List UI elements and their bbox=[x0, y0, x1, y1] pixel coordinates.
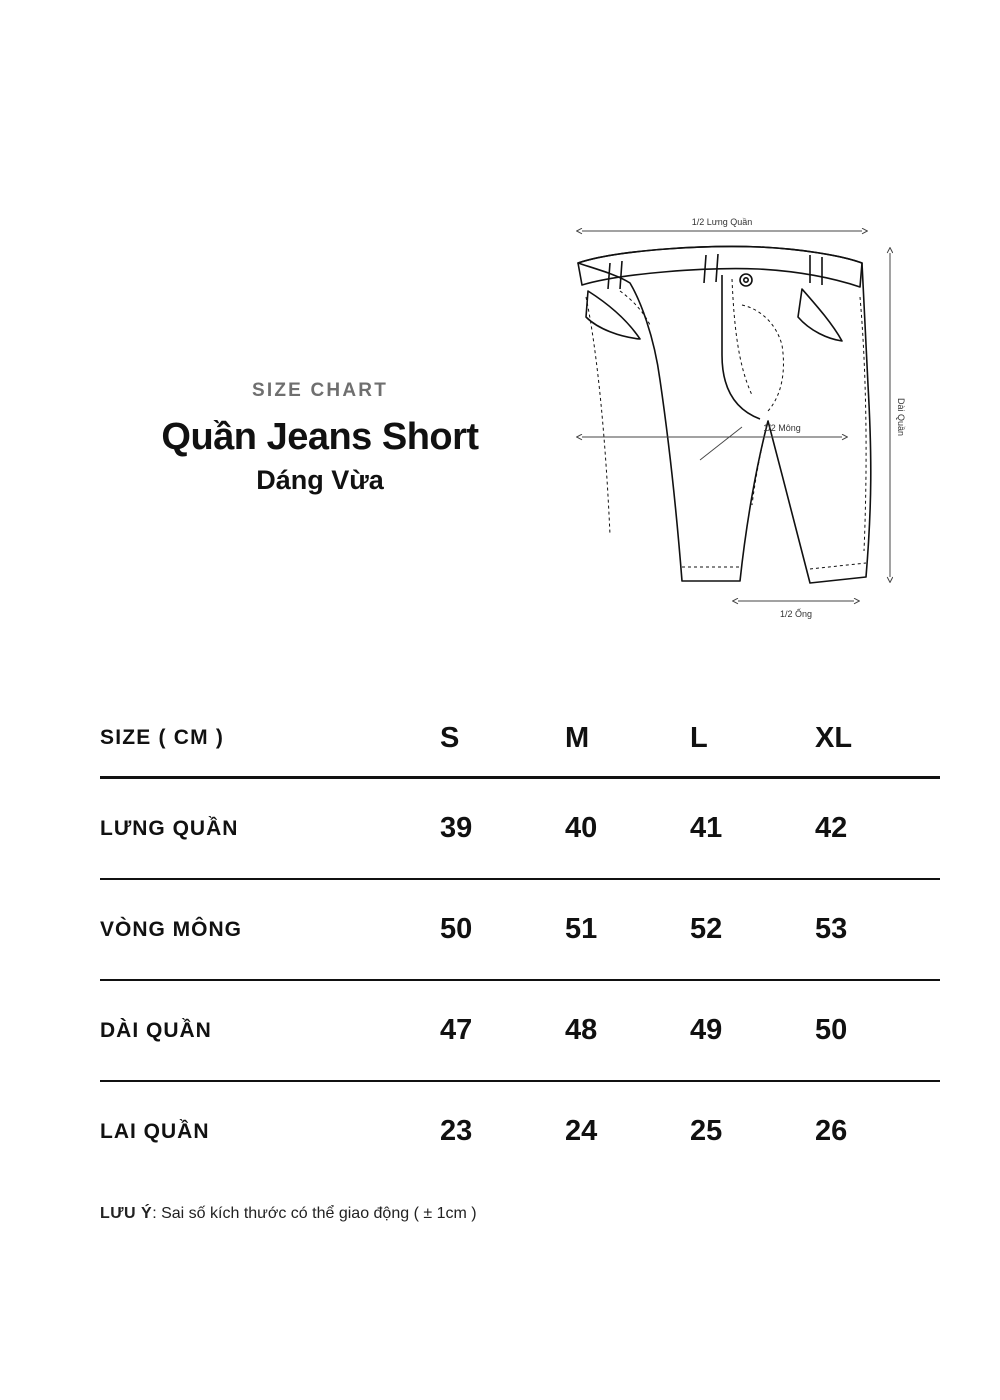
cell-hip-xl: 53 bbox=[815, 879, 940, 980]
cell-hem-xl: 26 bbox=[815, 1115, 848, 1147]
table-corner-label: SIZE ( CM ) bbox=[100, 700, 440, 778]
eyebrow-label: SIZE CHART bbox=[252, 380, 388, 401]
title-block bbox=[120, 380, 520, 496]
cell-length-l: 49 bbox=[690, 980, 815, 1081]
shorts-diagram bbox=[510, 205, 940, 645]
cell-hem-l: 25 bbox=[690, 1115, 723, 1147]
row-label-waist: LƯNG QUẦN bbox=[100, 778, 440, 880]
cell-length-m: 48 bbox=[565, 980, 690, 1081]
row-label-hip: VÒNG MÔNG bbox=[100, 879, 440, 980]
column-header-xl: XL bbox=[815, 700, 940, 778]
table-header-row bbox=[100, 700, 940, 778]
cell-waist-s: 39 bbox=[440, 778, 565, 880]
table-row bbox=[100, 980, 940, 1081]
cell-length-xl: 50 bbox=[815, 980, 940, 1081]
cell-waist-m: 40 bbox=[565, 778, 690, 880]
row-label-length: DÀI QUẦN bbox=[100, 980, 440, 1081]
note-label: LƯU Ý bbox=[100, 1205, 153, 1222]
row-label-hem: LAI QUẦN bbox=[100, 1119, 210, 1143]
diagram-label-length: Dài Quần bbox=[896, 397, 906, 437]
column-header-l: L bbox=[690, 700, 815, 778]
table-row bbox=[100, 879, 940, 980]
cell-waist-xl: 42 bbox=[815, 778, 940, 880]
column-header-m: M bbox=[565, 700, 690, 778]
page-title: Quần Jeans Short bbox=[161, 416, 479, 458]
cell-hip-m: 51 bbox=[565, 879, 690, 980]
cell-length-s: 47 bbox=[440, 980, 565, 1081]
cell-hem-s: 23 bbox=[440, 1115, 473, 1147]
diagram-label-waist: 1/2 Lưng Quần bbox=[691, 217, 753, 227]
page-subtitle: Dáng Vừa bbox=[256, 465, 384, 495]
size-table bbox=[100, 700, 940, 1181]
column-header-s: S bbox=[440, 700, 565, 778]
table-row bbox=[100, 1081, 940, 1181]
diagram-label-leg-opening: 1/2 Ống bbox=[779, 609, 813, 619]
diagram-label-hip: 1/2 Mông bbox=[763, 423, 801, 433]
cell-waist-l: 41 bbox=[690, 778, 815, 880]
note bbox=[100, 1205, 477, 1223]
header-section bbox=[0, 0, 1000, 690]
table-row bbox=[100, 778, 940, 880]
cell-hem-m: 24 bbox=[565, 1115, 598, 1147]
cell-hip-s: 50 bbox=[440, 879, 565, 980]
cell-hip-l: 52 bbox=[690, 879, 815, 980]
note-text: : Sai số kích thước có thể giao động ( ± 1cm ) bbox=[152, 1205, 477, 1222]
size-table-wrapper bbox=[100, 700, 940, 1181]
